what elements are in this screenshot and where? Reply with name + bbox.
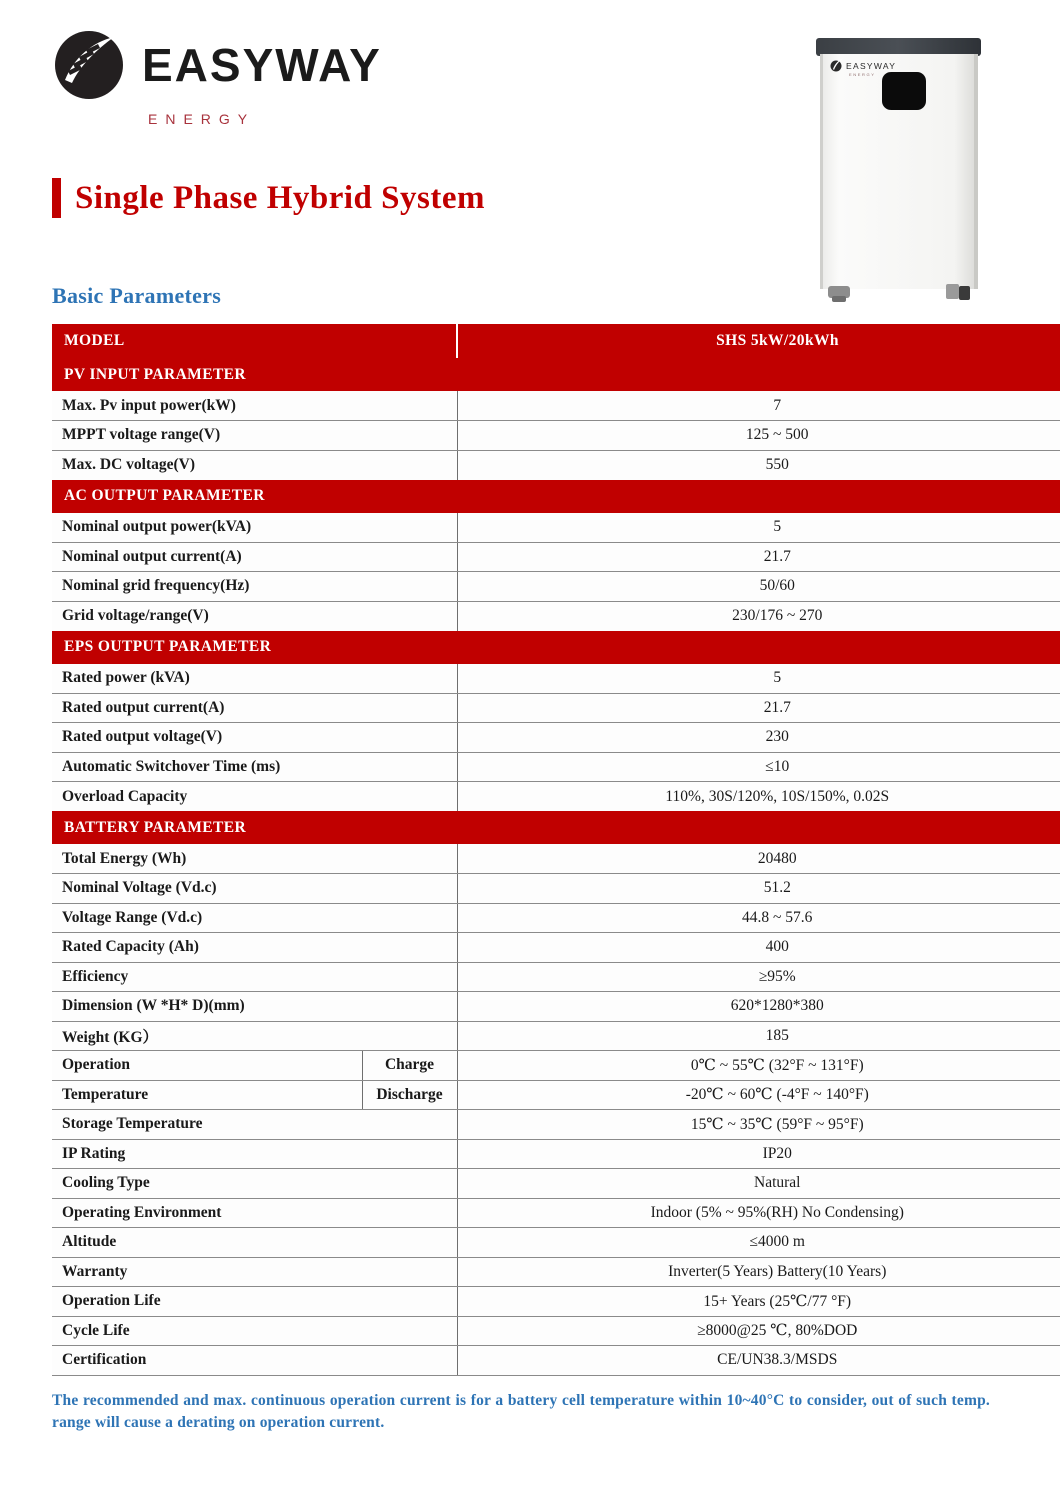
row-label: Certification	[52, 1346, 457, 1376]
row-label: Nominal output current(A)	[52, 542, 457, 572]
row-value: -20℃ ~ 60℃ (-4°F ~ 140°F)	[457, 1080, 1060, 1110]
table-row	[52, 391, 1060, 421]
header-model-label: MODEL	[52, 324, 457, 358]
table-row	[52, 782, 1060, 812]
row-label: Total Energy (Wh)	[52, 844, 457, 874]
row-value: Indoor (5% ~ 95%(RH) No Condensing)	[457, 1198, 1060, 1228]
title-accent-bar	[52, 178, 61, 218]
svg-text:ENERGY: ENERGY	[849, 72, 876, 77]
battery-cabinet-product-photo-icon	[802, 28, 992, 313]
row-label: Automatic Switchover Time (ms)	[52, 752, 457, 782]
table-row	[52, 1021, 1060, 1051]
brand-row	[52, 28, 382, 102]
row-value: CE/UN38.3/MSDS	[457, 1346, 1060, 1376]
row-value: ≥8000@25 ℃, 80%DOD	[457, 1316, 1060, 1346]
section-band-label: EPS OUTPUT PARAMETER	[52, 631, 1060, 664]
row-value: 15+ Years (25℃/77 °F)	[457, 1287, 1060, 1317]
row-value: 230/176 ~ 270	[457, 601, 1060, 631]
row-value: IP20	[457, 1139, 1060, 1169]
row-sublabel-discharge: Discharge	[362, 1080, 457, 1110]
section-band-battery	[52, 811, 1060, 844]
row-value: 50/60	[457, 572, 1060, 602]
header-model-value: SHS 5kW/20kWh	[457, 324, 1060, 358]
row-label: Nominal Voltage (Vd.c)	[52, 874, 457, 904]
table-row	[52, 693, 1060, 723]
row-label: Max. DC voltage(V)	[52, 450, 457, 480]
brand-tagline: ENERGY	[148, 111, 256, 127]
row-value: 5	[457, 513, 1060, 543]
row-value: 125 ~ 500	[457, 421, 1060, 451]
row-value: ≥95%	[457, 962, 1060, 992]
table-row-operation-temp-charge	[52, 1051, 1060, 1081]
row-label: Rated Capacity (Ah)	[52, 933, 457, 963]
row-value: Natural	[457, 1169, 1060, 1199]
row-value: 185	[457, 1021, 1060, 1051]
section-band-ac-output	[52, 480, 1060, 513]
row-value: 0℃ ~ 55℃ (32°F ~ 131°F)	[457, 1051, 1060, 1081]
table-row	[52, 874, 1060, 904]
row-label: Nominal output power(kVA)	[52, 513, 457, 543]
section-band-label: PV INPUT PARAMETER	[52, 358, 1060, 391]
row-label: Operating Environment	[52, 1198, 457, 1228]
table-header-row	[52, 324, 1060, 358]
row-label: Temperature	[52, 1080, 362, 1110]
table-row	[52, 844, 1060, 874]
row-label: Rated power (kVA)	[52, 664, 457, 694]
table-row	[52, 1169, 1060, 1199]
row-label: MPPT voltage range(V)	[52, 421, 457, 451]
row-value: ≤10	[457, 752, 1060, 782]
row-value: Inverter(5 Years) Battery(10 Years)	[457, 1257, 1060, 1287]
row-value: 5	[457, 664, 1060, 694]
row-label: Storage Temperature	[52, 1110, 457, 1140]
table-row	[52, 1110, 1060, 1140]
row-label: Operation Life	[52, 1287, 457, 1317]
section-band-eps-output	[52, 631, 1060, 664]
table-row	[52, 542, 1060, 572]
spec-table	[52, 324, 1060, 1376]
row-label: Weight (KG）	[52, 1021, 457, 1051]
row-label: Dimension (W *H* D)(mm)	[52, 992, 457, 1022]
section-band-label: BATTERY PARAMETER	[52, 811, 1060, 844]
row-label: Efficiency	[52, 962, 457, 992]
section-band-pv-input	[52, 358, 1060, 391]
table-row	[52, 1287, 1060, 1317]
table-row	[52, 962, 1060, 992]
footnote-text: The recommended and max. continuous operation current is for a battery cell temperature within 10~40°C to consider, out of such temp. range will cause a derating on operation current.	[52, 1392, 990, 1432]
table-row	[52, 664, 1060, 694]
table-row	[52, 752, 1060, 782]
row-value: ≤4000 m	[457, 1228, 1060, 1258]
page-title	[52, 178, 485, 218]
row-value: 7	[457, 391, 1060, 421]
table-row	[52, 601, 1060, 631]
row-label: Altitude	[52, 1228, 457, 1258]
table-row	[52, 1139, 1060, 1169]
row-label: Nominal grid frequency(Hz)	[52, 572, 457, 602]
table-row	[52, 933, 1060, 963]
row-value: 620*1280*380	[457, 992, 1060, 1022]
row-value: 110%, 30S/120%, 10S/150%, 0.02S	[457, 782, 1060, 812]
row-label: Overload Capacity	[52, 782, 457, 812]
row-value: 400	[457, 933, 1060, 963]
row-value: 15℃ ~ 35℃ (59°F ~ 95°F)	[457, 1110, 1060, 1140]
row-value: 230	[457, 723, 1060, 753]
row-value: 51.2	[457, 874, 1060, 904]
row-label: Warranty	[52, 1257, 457, 1287]
row-sublabel-charge: Charge	[362, 1051, 457, 1081]
table-row	[52, 1316, 1060, 1346]
spec-table-body	[52, 324, 1060, 1375]
row-label: Max. Pv input power(kW)	[52, 391, 457, 421]
table-row	[52, 723, 1060, 753]
section-heading-basic-parameters: Basic Parameters	[52, 283, 222, 308]
row-label: Grid voltage/range(V)	[52, 601, 457, 631]
row-label: Rated output current(A)	[52, 693, 457, 723]
table-row	[52, 1257, 1060, 1287]
table-row	[52, 513, 1060, 543]
section-band-label: AC OUTPUT PARAMETER	[52, 480, 1060, 513]
table-row-operation-temp-discharge	[52, 1080, 1060, 1110]
row-label: Voltage Range (Vd.c)	[52, 903, 457, 933]
table-row	[52, 572, 1060, 602]
row-value: 21.7	[457, 542, 1060, 572]
row-label: Cooling Type	[52, 1169, 457, 1199]
brand-logo	[52, 28, 382, 127]
easyway-swoosh-logo-icon	[52, 28, 126, 102]
svg-text:EASYWAY: EASYWAY	[846, 61, 897, 71]
row-value: 550	[457, 450, 1060, 480]
row-label: Operation	[52, 1051, 362, 1081]
table-row	[52, 992, 1060, 1022]
row-value: 44.8 ~ 57.6	[457, 903, 1060, 933]
page-title-text: Single Phase Hybrid System	[75, 179, 485, 216]
row-label: IP Rating	[52, 1139, 457, 1169]
row-label: Cycle Life	[52, 1316, 457, 1346]
row-value: 20480	[457, 844, 1060, 874]
brand-wordmark: EASYWAY	[142, 39, 382, 91]
table-row	[52, 1198, 1060, 1228]
table-row	[52, 450, 1060, 480]
table-row	[52, 421, 1060, 451]
row-label: Rated output voltage(V)	[52, 723, 457, 753]
table-row	[52, 1346, 1060, 1376]
table-row	[52, 903, 1060, 933]
table-row	[52, 1228, 1060, 1258]
row-value: 21.7	[457, 693, 1060, 723]
